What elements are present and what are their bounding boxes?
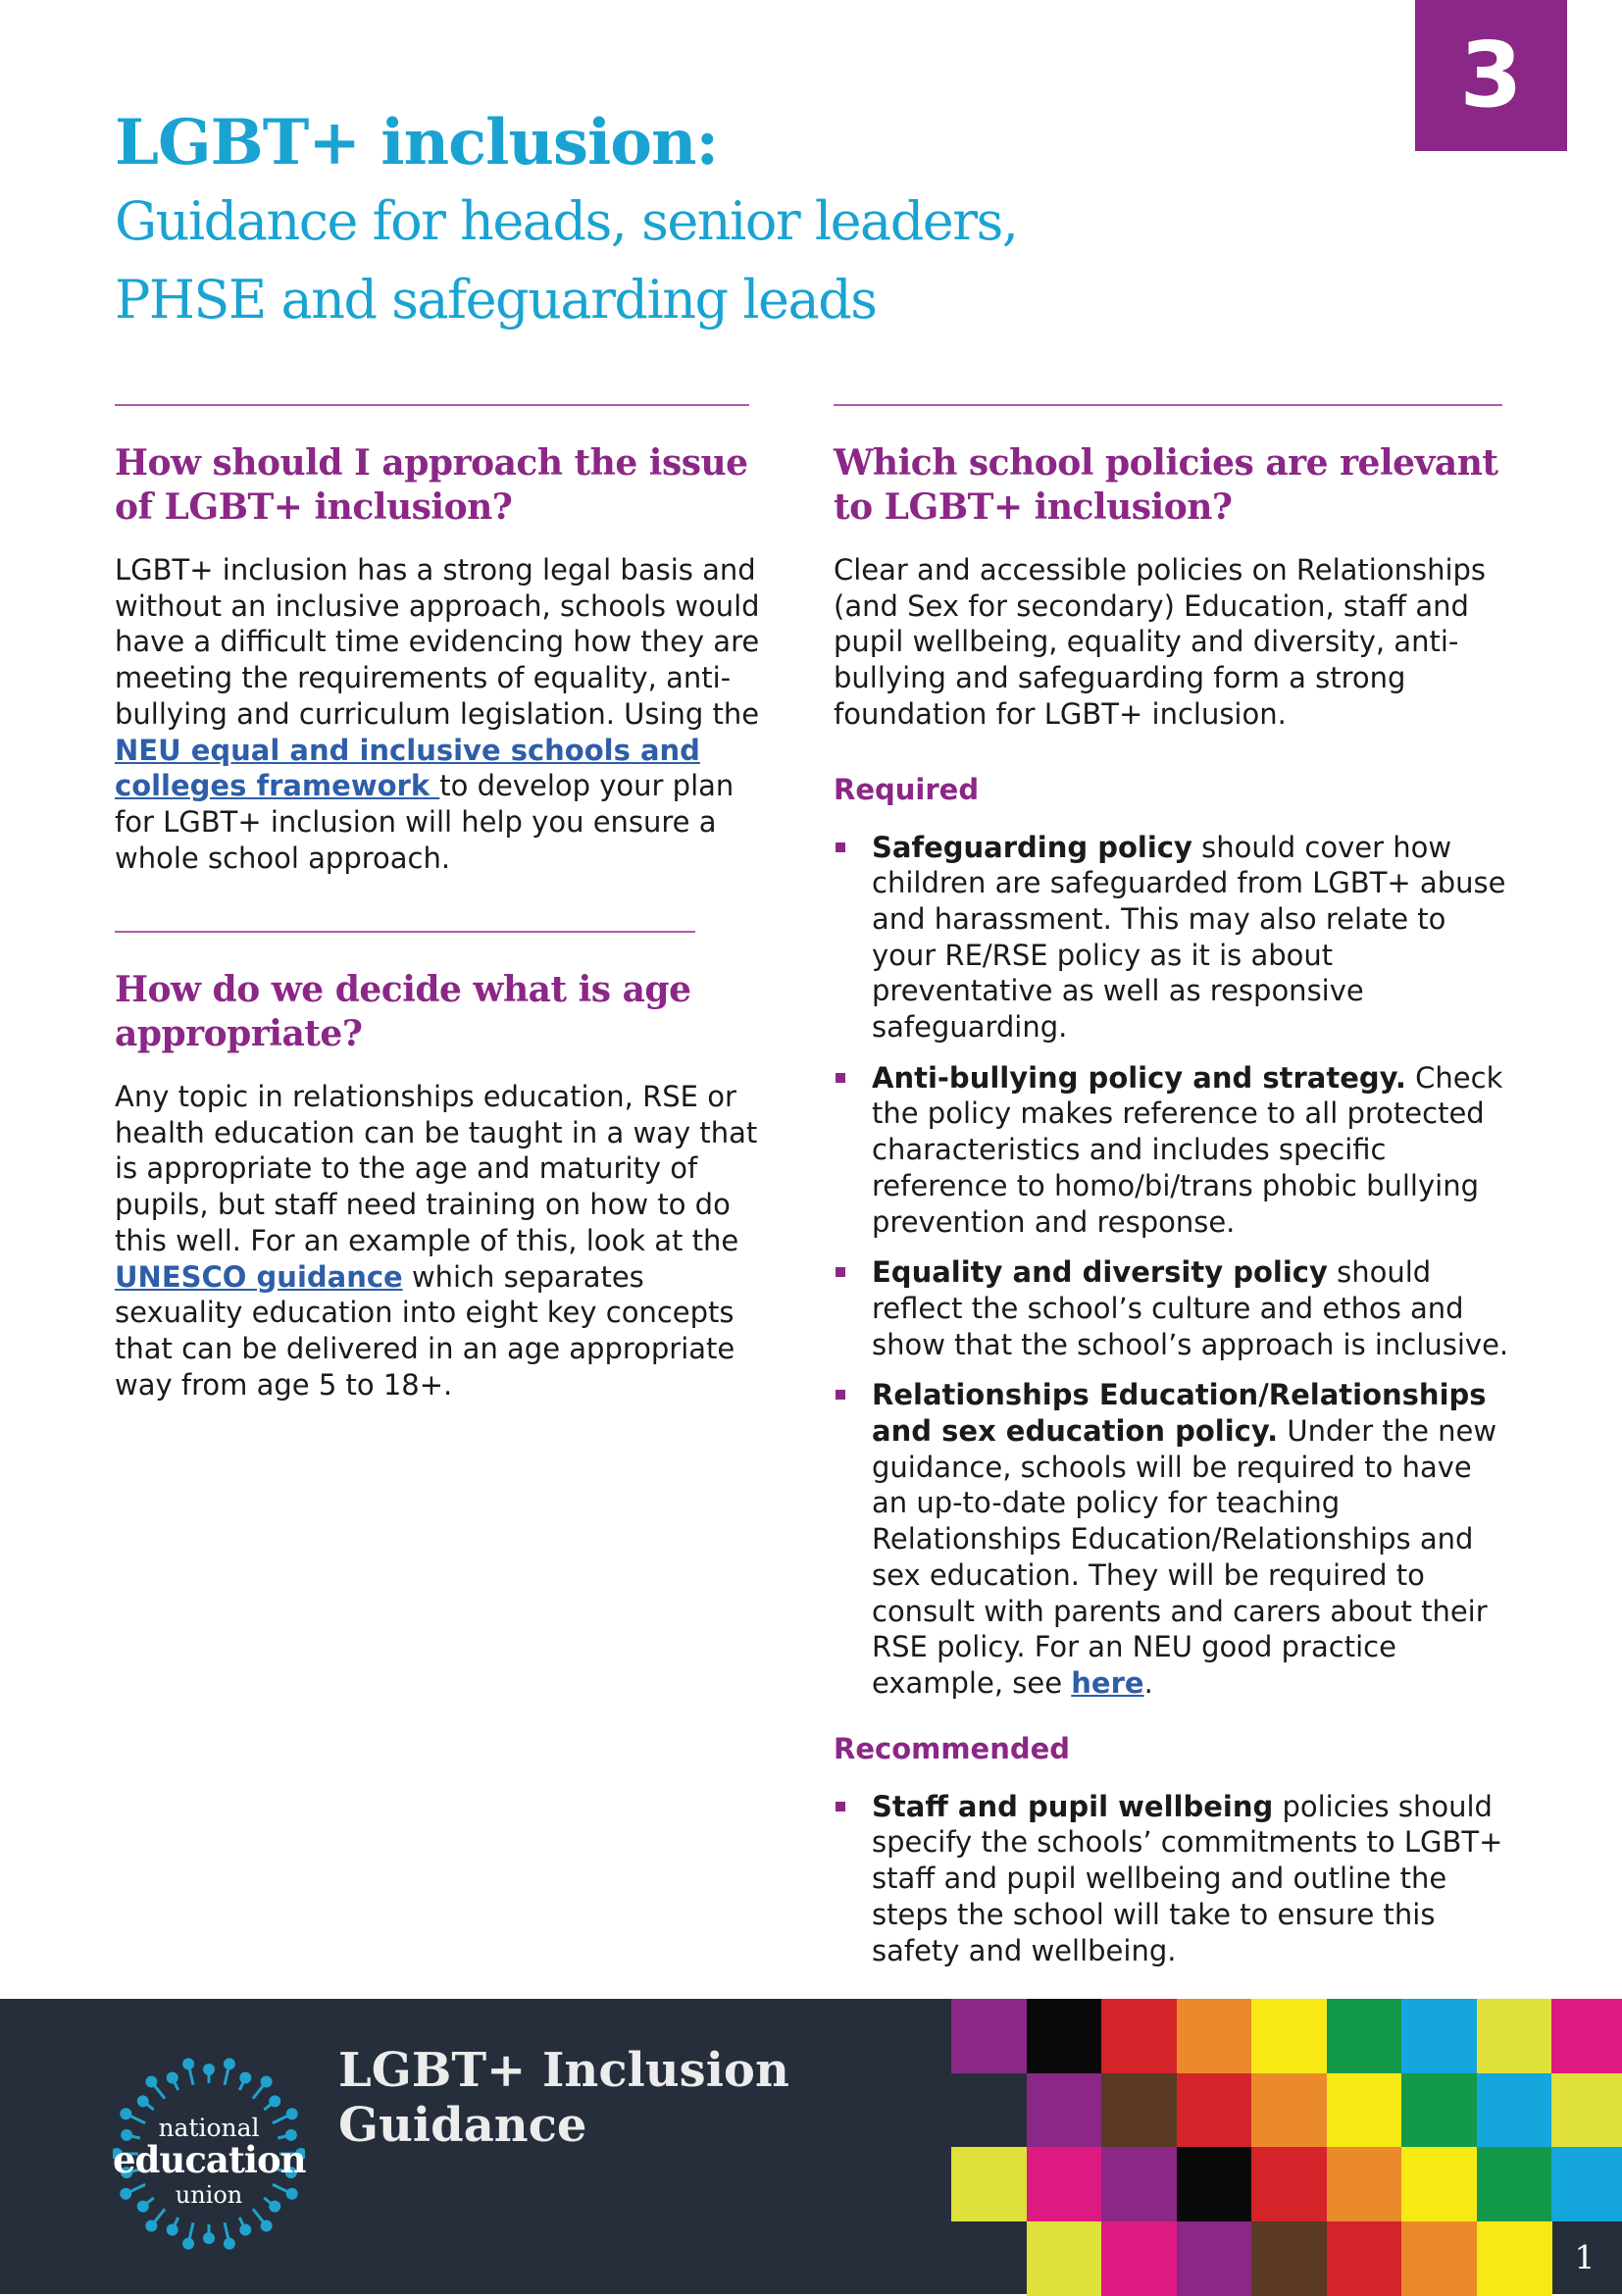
mosaic-tile [1551, 1999, 1622, 2073]
list-item-bold: Staff and pupil wellbeing [872, 1789, 1274, 1823]
section-age-appropriate [115, 968, 777, 1403]
body-text: Any topic in relationships education, RSE or health education can be taught in a way that is appropriate to the age and maturity of pupils, but staff need training on how to do this well. For an example of this, look at the [115, 1080, 758, 1257]
section-heading-approach: How should I approach the issue of LGBT+ inclusion? [115, 442, 748, 528]
chapter-badge: 3 [1415, 0, 1567, 151]
divider-left-top [115, 404, 749, 406]
mosaic-tile [1177, 2073, 1252, 2148]
subtitle-line-1: Guidance for heads, senior leaders, [115, 190, 1018, 252]
good-practice-link[interactable]: here [1071, 1665, 1144, 1700]
mosaic-tile [1027, 2221, 1102, 2296]
mosaic-tile [1177, 1999, 1252, 2073]
neu-logo [113, 2058, 305, 2250]
publication-title-line-2: Guidance [338, 2098, 587, 2153]
unesco-guidance-link[interactable]: UNESCO guidance [115, 1259, 403, 1294]
mosaic-tile [1551, 2147, 1622, 2221]
mosaic-tile [1327, 2073, 1402, 2148]
mosaic-tile [1027, 2073, 1102, 2148]
footer [0, 1999, 1622, 2294]
list-item-text: Check the policy makes reference to all protected characteristics and includes specific reference to homo/bi/trans phobic bullying prevention and response. [872, 1060, 1503, 1239]
list-item [834, 1789, 1510, 1969]
list-item-text: should cover how children are safeguarded from LGBT+ abuse and harassment. This may also relate to your RE/RSE policy as it is about preventative as well as responsive safeguarding. [872, 830, 1506, 1045]
divider-right-top [834, 404, 1502, 406]
mosaic-tile [1251, 2147, 1327, 2221]
list-item [834, 1254, 1510, 1362]
page-title: LGBT+ inclusion: [115, 106, 719, 179]
page-number: 1 [1574, 2238, 1596, 2276]
mosaic-tile [1101, 1999, 1177, 2073]
list-item-text: should reflect the school’s culture and ethos and show that the school’s approach is inclusive. [872, 1255, 1509, 1361]
mosaic-tile [1401, 2147, 1477, 2221]
mosaic-tile [1401, 1999, 1477, 2073]
mosaic-tile [1401, 2073, 1477, 2148]
mosaic-tile [1251, 1999, 1327, 2073]
subtitle-line-2: PHSE and safeguarding leads [115, 269, 877, 331]
logo-text-union: union [175, 2181, 243, 2209]
bullet-icon [836, 1267, 845, 1277]
mosaic-tile [1027, 2147, 1102, 2221]
mosaic-tile [1477, 2147, 1552, 2221]
required-label: Required [834, 772, 980, 806]
mosaic-tile [951, 2147, 1027, 2221]
mosaic-tile [1101, 2147, 1177, 2221]
list-item-bold: Equality and diversity policy [872, 1255, 1328, 1290]
neu-framework-link[interactable]: NEU equal and inclusive schools and colleges framework [115, 733, 700, 803]
logo-text-education: education [113, 2138, 306, 2181]
list-item [834, 830, 1510, 1046]
mosaic-tile [951, 1999, 1027, 2073]
logo-text-national: national [158, 2114, 260, 2142]
recommended-list [834, 1789, 1510, 1969]
mosaic-tile [1177, 2147, 1252, 2221]
mosaic-tile [1101, 2073, 1177, 2148]
mosaic-tile [1327, 2147, 1402, 2221]
list-item-bold: Anti-bullying policy and strategy. [872, 1060, 1406, 1095]
mosaic-tile [1327, 2221, 1402, 2296]
publication-title-line-1: LGBT+ Inclusion [338, 2043, 789, 2098]
publication-title [338, 2043, 829, 2153]
body-text: LGBT+ inclusion has a strong legal basis and without an inclusive approach, schools would have a difficult time evidencing how they are meeting the requirements of equality, anti-bullying and curriculum legislation. Using the [115, 553, 760, 731]
mosaic-tile [1027, 1999, 1102, 2073]
policies-intro: Clear and accessible policies on Relationships (and Sex for secondary) Education, staff and pupil wellbeing, equality and diversity, anti-bullying and safeguarding form a strong foundation for LGBT+ inclusion. [834, 553, 1487, 731]
mosaic-tile [1477, 1999, 1552, 2073]
mosaic-tile [1327, 1999, 1402, 2073]
mosaic-tile [1101, 2221, 1177, 2296]
list-item-text: . [1143, 1665, 1153, 1700]
mosaic-tile [1251, 2073, 1327, 2148]
mosaic-tile [1251, 2221, 1327, 2296]
body-text: to develop your plan for LGBT+ inclusion will help you ensure a whole school approach. [115, 769, 735, 875]
mosaic-tile [1551, 2073, 1622, 2148]
mosaic-tile [1477, 2073, 1552, 2148]
divider-left-middle [115, 931, 695, 933]
list-item [834, 1377, 1510, 1701]
section-heading-policies: Which school policies are relevant to LGBT+ inclusion? [834, 442, 1498, 528]
bullet-icon [836, 1073, 845, 1083]
list-item [834, 1060, 1510, 1241]
section-approach [115, 441, 772, 876]
body-text: which separates sexuality education into eight key concepts that can be delivered in an age appropriate way from age 5 to 18+. [115, 1259, 735, 1402]
mosaic-tile [1477, 2221, 1552, 2296]
section-policies [834, 441, 1510, 1983]
required-list [834, 830, 1510, 1702]
section-body-approach [115, 552, 772, 876]
list-item-text: policies should specify the schools’ commitments to LGBT+ staff and pupil wellbeing and outline the steps the school will take to ensure this safety and wellbeing. [872, 1789, 1503, 1967]
list-item-text: Under the new guidance, schools will be required to have an up-to-date policy for teaching Relationships Education/Relationships and sex education. They will be required to consult with parents and carers about their RSE policy. For an NEU good practice example, see [872, 1414, 1497, 1700]
mosaic-tile [1401, 2221, 1477, 2296]
bullet-icon [836, 1390, 845, 1400]
section-heading-age-appropriate: How do we decide what is age appropriate? [115, 969, 691, 1054]
list-item-bold: Relationships Education/Relationships and sex education policy. [872, 1378, 1487, 1449]
section-body-age-appropriate [115, 1079, 777, 1403]
recommended-label: Recommended [834, 1731, 1071, 1765]
mosaic-tile [1177, 2221, 1252, 2296]
page-subtitle [115, 182, 1193, 339]
list-item-bold: Safeguarding policy [872, 830, 1192, 864]
bullet-icon [836, 1802, 845, 1811]
bullet-icon [836, 842, 845, 852]
